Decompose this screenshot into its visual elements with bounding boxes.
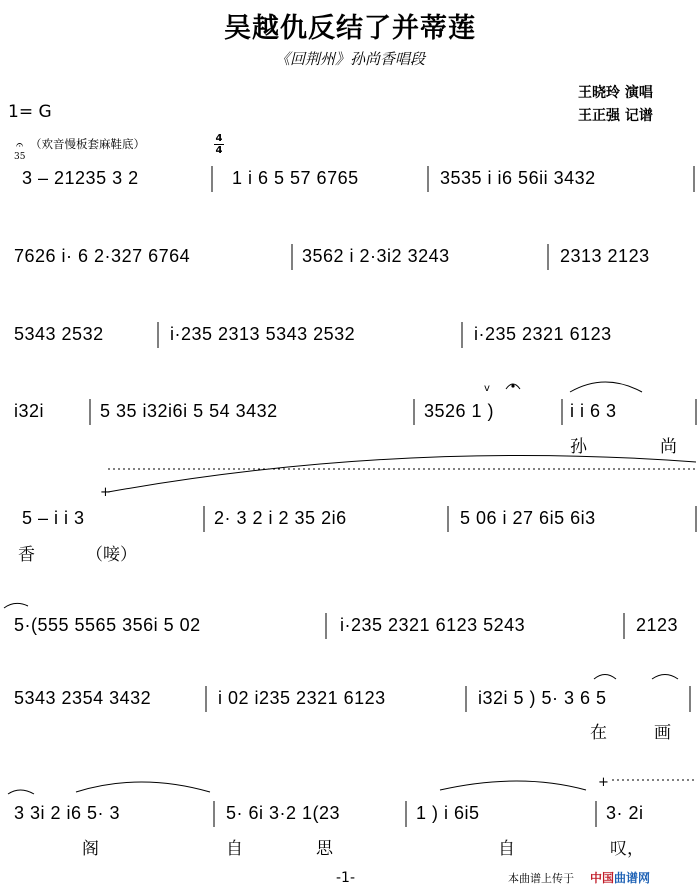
measure: 1 i 6 5 57 6765 [232,168,359,188]
slur [76,782,210,792]
measure: 2313 2123 [560,246,650,266]
measure: i·235 2321 6123 [474,324,612,344]
measure: 2123 [636,615,679,635]
lyric: （唼） [86,545,137,565]
transcriber-credit: 王正强 记谱 [578,108,653,124]
measure: 5 06 i 27 6i5 6i3 [460,508,596,528]
measure: i 02 i235 2321 6123 [218,688,386,708]
key-signature: 1= G [8,102,52,122]
measure: 1 ) i 6i5 [416,803,480,823]
slur [108,455,696,492]
measure: i i 6 3 [570,401,617,421]
measure: i·235 2313 5343 2532 [170,324,356,344]
page-number: -1- [336,870,356,886]
measure: 5· 6i 3·2 1(23 [226,803,341,823]
slur [594,675,616,680]
measure: 5 – i i 3 [22,508,85,528]
slur [4,603,28,608]
lyric: 自 [498,839,515,859]
fermata-icon: 𝄐 [16,138,24,153]
measure: 5·(555 5565 356i 5 02 [14,615,201,635]
measure: i32i [14,401,45,421]
lyric: 自 [226,839,243,859]
lyric: 香 [18,545,35,565]
lyric: 画 [654,723,671,743]
measure: 3526 1 ) [424,401,495,421]
score-title: 吴越仇反结了并蒂莲 [224,13,476,44]
measure: 3 3i 2 i6 5· 3 [14,803,121,823]
measure: 7626 i· 6 2·327 6764 [14,246,191,266]
measure: 3562 i 2·3i2 3243 [302,246,450,266]
plus-mark: + [598,775,609,790]
measure: 3 – 21235 3 2 [22,168,139,188]
breath-mark: v [484,383,490,394]
singer-credit: 王晓玲 演唱 [578,85,653,101]
slur [440,781,586,790]
lyric: 在 [590,723,607,743]
measure: 2· 3 2 i 2 35 2i6 [214,508,347,528]
fermata-icon [506,384,520,389]
time-signature-top: 4 [215,133,223,144]
lyric: 阁 [82,839,99,859]
measure: 5343 2532 [14,324,104,344]
measure: 3535 i i6 56ii 3432 [440,168,596,188]
tempo-marking: （欢音慢板套麻鞋底） [30,137,145,151]
measure: 3· 2i [606,803,644,823]
measure: i32i 5 ) 5· 3 6 5 [478,688,607,708]
lyric: 尚 [660,437,677,457]
grace-note: 35 [14,152,26,162]
slur [652,675,678,680]
measure: i·235 2321 6123 5243 [340,615,526,635]
plus-mark: + [100,485,111,500]
score-subtitle: 《回荆州》孙尚香唱段 [274,50,425,68]
lyric: 叹， [610,839,644,859]
slur [8,790,34,794]
slur [570,382,642,392]
measure: 5 35 i32i6i 5 54 3432 [100,401,278,421]
measure: 5343 2354 3432 [14,688,152,708]
lyric: 孙 [570,437,587,457]
site-logo: 中国曲谱网 [590,871,651,885]
footer-upload-note: 本曲谱上传于 [508,872,574,885]
time-signature-bottom: 4 [215,145,223,156]
lyric: 思 [316,839,333,859]
